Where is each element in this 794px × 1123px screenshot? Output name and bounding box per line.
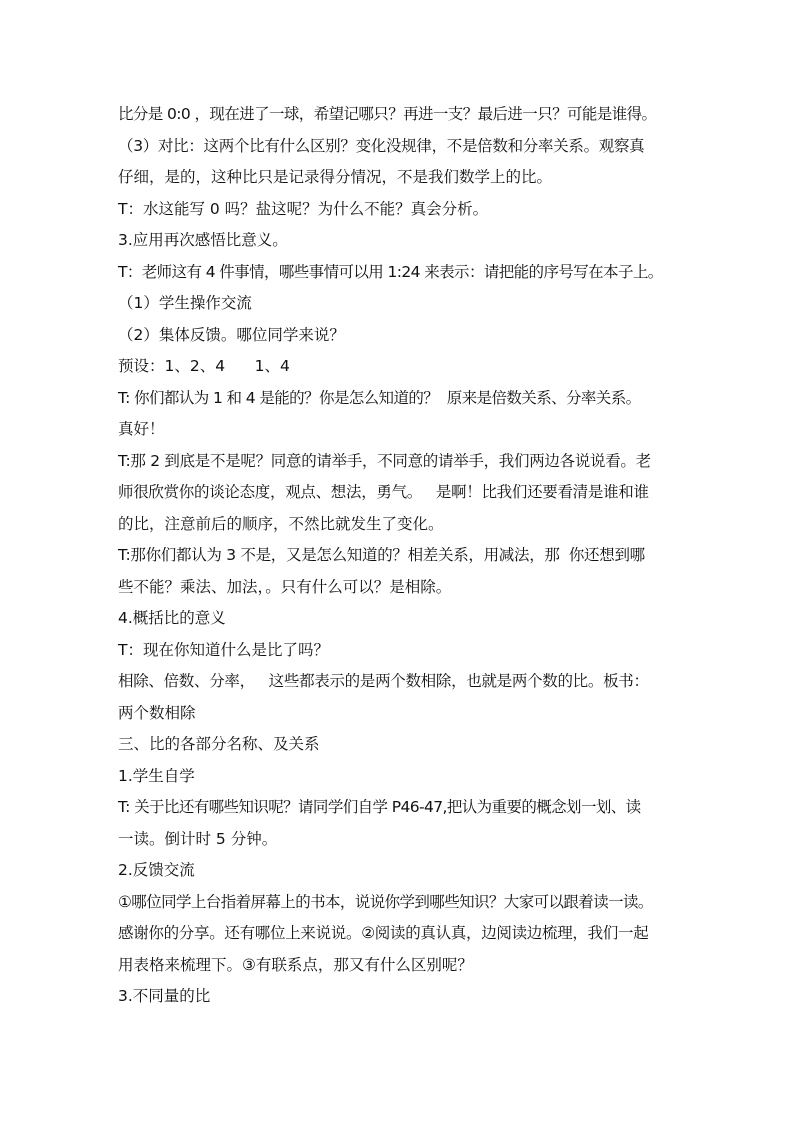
text-line: T：老师这有 4 件事情，哪些事情可以用 1:24 来表示：请把能的序号写在本子上。 (118, 262, 663, 281)
text-line: ①哪位同学上台指着屏幕上的书本，说说你学到哪些知识？大家可以跟着读一读。 (118, 892, 653, 911)
text-line: 仔细，是的，这种比只是记录得分情况，不是我们数学上的比。 (118, 168, 553, 186)
section-heading: 3.不同量的比 (118, 987, 211, 1005)
text-line: 真好！ (118, 420, 165, 438)
text-line: 感谢你的分享。还有哪位上来说说。②阅读的真认真，边阅读边梳理，我们一起 (118, 924, 649, 942)
document-body (118, 99, 690, 1013)
text-line: （1）学生操作交流 (118, 294, 252, 312)
section-heading: 1.学生自学 (118, 766, 195, 785)
text-line: 师很欣赏你的谈论态度，观点、想法，勇气。 是啊！比我们还要看清是谁和谁 (118, 483, 649, 501)
text-line: （3）对比：这两个比有什么区别？变化没规律，不是倍数和分率关系。观察真 (118, 136, 645, 155)
text-line: T: 关于比还有哪些知识呢？请同学们自学 P46-47,把认为重要的概念划一划、读 (118, 798, 641, 816)
text-line: T：水这能写 0 吗？盐这呢？为什么不能？真会分析。 (118, 199, 489, 218)
text-line: T:那 2 到底是不是呢？同意的请举手，不同意的请举手，我们两边各说说看。老 (118, 451, 651, 470)
section-heading: 三、比的各部分名称、及关系 (118, 735, 320, 753)
text-line: 的比，注意前后的顺序，不然比就发生了变化。 (118, 514, 444, 533)
text-line: （2）集体反馈。哪位同学来说？ (118, 325, 345, 344)
text-line: 一读。倒计时 5 分钟。 (118, 829, 278, 848)
text-line: T:那你们都认为 3 不是，又是怎么知道的？相差关系，用减法，那 你还想到哪 (118, 546, 645, 564)
section-heading: 2.反馈交流 (118, 861, 195, 879)
section-heading: 3.应用再次感悟比意义。 (118, 231, 288, 249)
text-line: T: 你们都认为 1 和 4 是能的？你是怎么知道的？ 原来是倍数关系、分率关系。 (118, 388, 641, 407)
text-line: 些不能？乘法、加法，。只有什么可以？是相除。 (118, 577, 452, 596)
text-line: 相除、倍数、分率， 这些都表示的是两个数相除，也就是两个数的比。板书： (118, 672, 649, 690)
section-heading: 4.概括比的意义 (118, 609, 226, 627)
text-line: 预设：1、2、4 1、4 (118, 357, 290, 375)
text-line: T：现在你知道什么是比了吗？ (118, 640, 329, 659)
text-line: 用表格来梳理下。③有联系点，那又有什么区别呢？ (118, 955, 473, 974)
text-line: 两个数相除 (118, 703, 196, 722)
text-line: 比分是 0:0 ，现在进了一球，希望记哪只？再进一支？最后进一只？可能是谁得。 (118, 105, 657, 123)
